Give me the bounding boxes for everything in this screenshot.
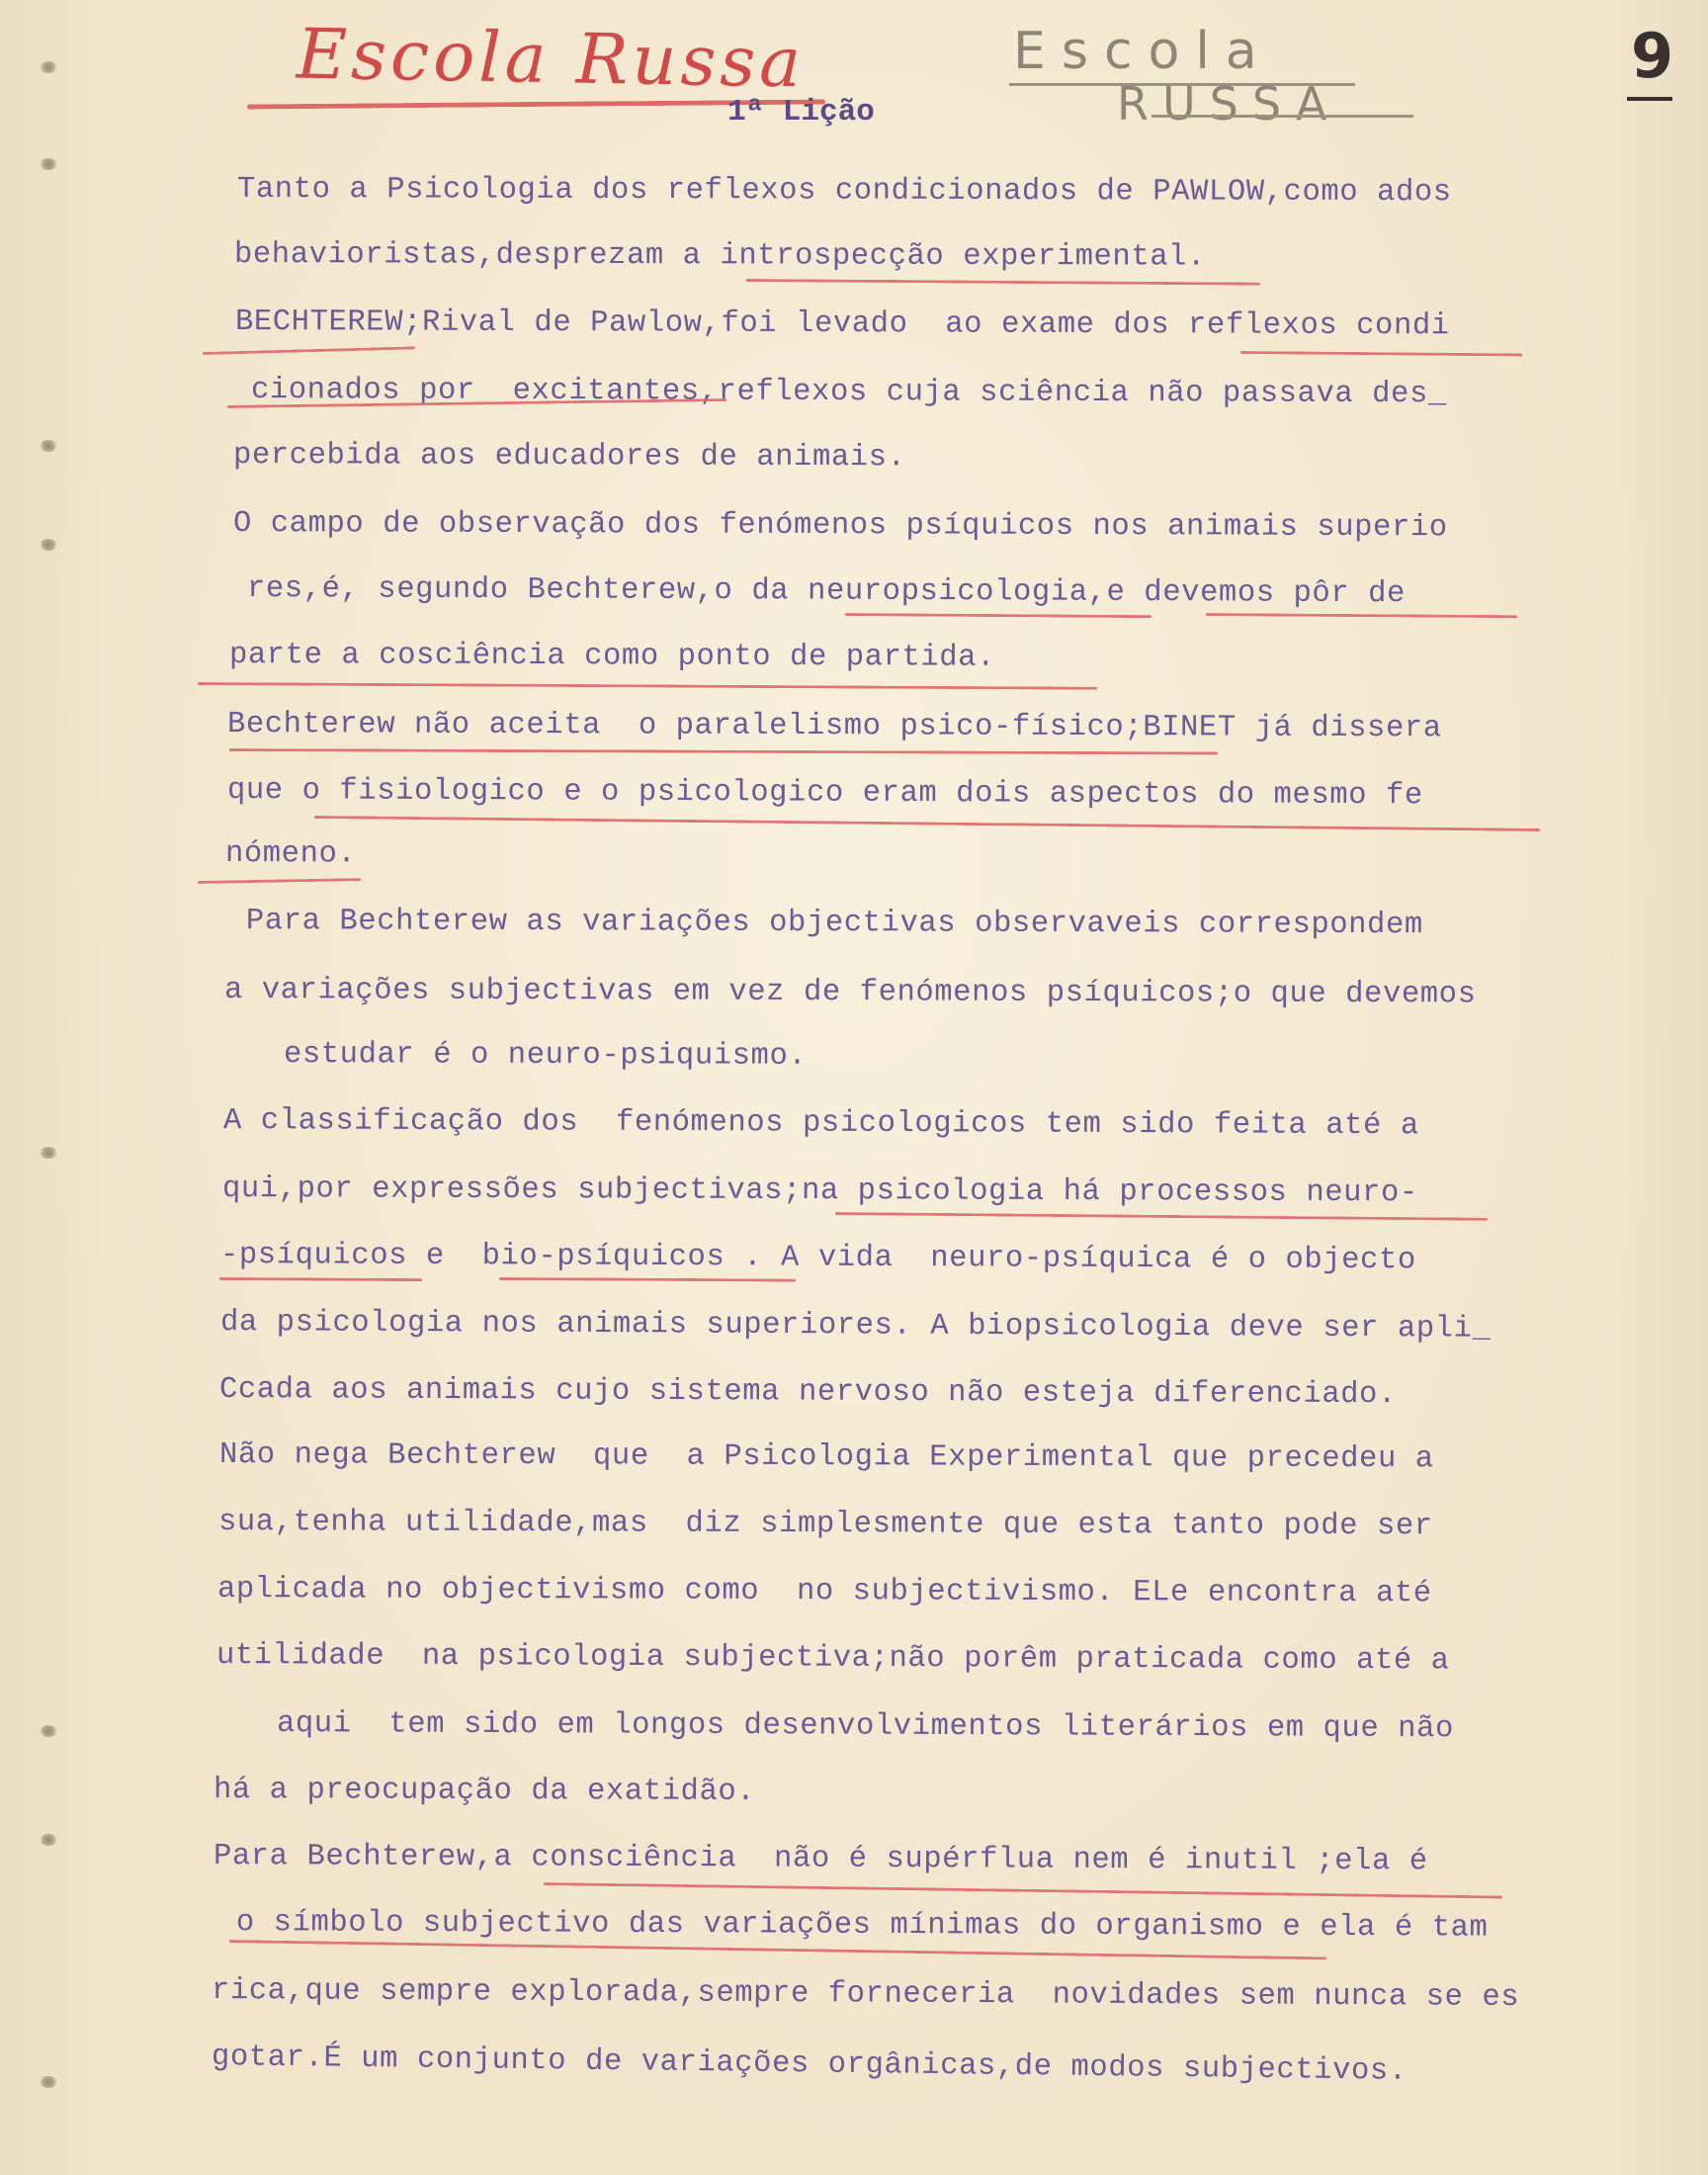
pencil-note-line1: Escola xyxy=(1013,22,1273,81)
text-line: Não nega Bechterew que a Psicologia Experimental que precedeu a xyxy=(218,1438,1434,1477)
text-line: res,é, segundo Bechterew,o da neuropsicologia,e devemos pôr de xyxy=(246,572,1407,612)
text-line: cionados por excitantes,reflexos cuja sciência não passava des_ xyxy=(250,374,1447,412)
page-number: 9 xyxy=(1631,20,1674,92)
text-line: Ccada aos animais cujo sistema nervoso não esteja diferenciado. xyxy=(218,1373,1397,1413)
text-line: Bechterew não aceita o paralelismo psico-físico;BINET já dissera xyxy=(226,708,1442,746)
text-line: estudar é o neuro-psiquismo. xyxy=(283,1038,808,1074)
text-line: BECHTEREW;Rival de Pawlow,foi levado ao exame dos reflexos condi xyxy=(234,305,1450,344)
text-line: nómeno. xyxy=(224,837,357,872)
text-line: -psíquicos e bio-psíquicos . A vida neuro-psíquica é o objecto xyxy=(219,1239,1416,1278)
text-line: utilidade na psicologia subjectiva;não porêm praticada como até a xyxy=(215,1639,1450,1679)
text-line: O campo de observação dos fenómenos psíquicos nos animais superio xyxy=(232,507,1448,546)
text-line: parte a cosciência como ponto de partida. xyxy=(228,639,996,675)
text-line: Tanto a Psicologia dos reflexos condicionados de PAWLOW,como ados xyxy=(236,173,1452,211)
text-line: que o fisiologico e o psicologico eram dois aspectos do mesmo fe xyxy=(226,774,1423,814)
pencil-note-line2: RUSSA xyxy=(1117,77,1341,130)
text-line: rica,que sempre explorada,sempre forneceria novidades sem nunca se es xyxy=(211,1974,1520,2015)
text-line: behavioristas,desprezam a introspecção experimental. xyxy=(233,238,1207,275)
text-line: gotar.É um conjunto de variações orgânicas,de modos subjectivos. xyxy=(211,2041,1408,2089)
text-line: aplicada no objectivismo como no subjectivismo. ELe encontra até xyxy=(216,1573,1432,1611)
lesson-title: 1ª Lição xyxy=(727,95,875,130)
text-line: o símbolo subjectivo das variações mínimas do organismo e ela é tam xyxy=(216,1906,1489,1946)
text-line: Para Bechterew,a consciência não é supérflua nem é inutil ;ela é xyxy=(213,1840,1428,1879)
text-line: da psicologia nos animais superiores. A biopsicologia deve ser apli_ xyxy=(219,1306,1492,1347)
text-line: qui,por expressões subjectivas;na psicologia há processos neuro- xyxy=(221,1173,1418,1211)
handwritten-title: Escola Russa xyxy=(296,13,806,104)
text-line: percebida aos educadores de animais. xyxy=(232,439,906,476)
text-line: sua,tenha utilidade,mas diz simplesmente que esta tanto pode ser xyxy=(217,1506,1433,1544)
text-line: aqui tem sido em longos desenvolvimentos literários em que não xyxy=(276,1707,1454,1747)
text-line: a variações subjectivas em vez de fenómenos psíquicos;o que devemos xyxy=(223,974,1477,1012)
text-line: A classificação dos fenómenos psicologicos tem sido feita até a xyxy=(222,1104,1419,1144)
text-line: Para Bechterew as variações objectivas observaveis correspondem xyxy=(226,905,1423,943)
text-line: há a preocupação da exatidão. xyxy=(213,1774,756,1809)
